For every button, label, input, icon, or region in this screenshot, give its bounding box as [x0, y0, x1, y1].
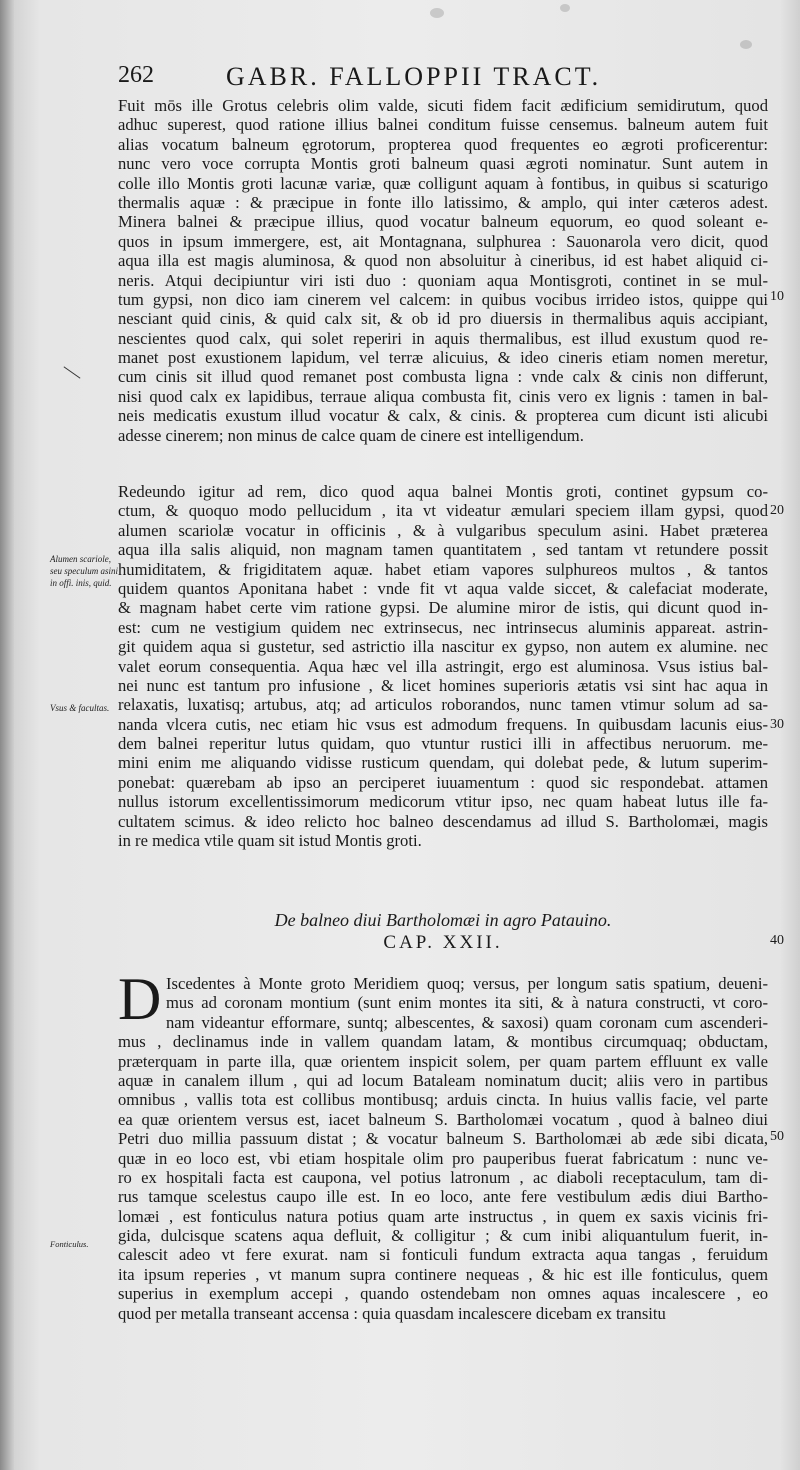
- text-line: alias vocatum balneum ęgrotorum, propterea quod frequentes eo ægroti proficerentur:: [118, 134, 768, 154]
- text-line: in re medica vtile quam sit istud Montis groti.: [118, 831, 422, 851]
- page-header: [118, 62, 678, 92]
- text-line: colle illo Montis groti lacunæ variæ, quæ colligunt aquam à fontibus, in quibus si scaturigo: [118, 173, 768, 193]
- text-line: est: cum ne vestigium quidem nec extrinsecus, nec intrinsecus aluminis appareat. astrin-: [118, 617, 768, 637]
- text-line: aqua illa salis aliquid, non magnam tamen quantitatem , sed tantam vt retundere possit: [118, 540, 768, 560]
- text-line: quod per metalla transeant accensa : quia quasdam incalescere dicebam ex transitu: [118, 1303, 666, 1323]
- text-line: ro ex hospitali facta est caupona, vel potius latronum , ac diaboli receptaculum, tam di-: [118, 1167, 768, 1187]
- text-line: dem balnei reperitur lutus quidam, quo vtuntur rustici illi in affectibus neruorum. me-: [118, 734, 768, 754]
- text-line: superius in exemplum accepi , quando ostendebam non omnes aquas incalescere , eo: [118, 1284, 768, 1304]
- text-line: mus ad coronam montium (sunt enim montes ita siti, & à natura constructi, vt coro-: [166, 993, 768, 1013]
- text-line: aquæ in canalem illum , qui ad locum Bataleam nominatum ducit; aliis vero in partibus: [118, 1070, 768, 1090]
- text-line: Petri duo millia passuum distat ; & vocatur balneum S. Bartholomæi ab æde sibi dicata,: [118, 1129, 768, 1149]
- line-number-50: 50: [770, 1129, 784, 1144]
- drop-cap: D: [118, 966, 162, 1032]
- text-line: lomæi , est fonticulus natura potius quam arte instructus , in quem ex saxis vicinis fri-: [118, 1206, 768, 1226]
- text-line: & magnam habet certe vim ratione gypsi. De alumine miror de istis, qui dicunt quod in-: [118, 598, 768, 618]
- text-line: ita ipsum reperies , vt manum supra continere nequeas , & hic est ille fonticulus, quem: [118, 1264, 768, 1284]
- text-line: nanda vlcera cutis, nec etiam hic vsus est admodum frequens. In quibusdam lacunis eius-: [118, 714, 768, 734]
- text-line: alumen scariolæ vocatur in officinis , & à vulgaribus speculum asini. Habet præterea: [118, 520, 768, 540]
- text-line: omnibus , vallis tota est collibus montibusq; arduis cincta. In huius vallis facie, vel parte: [118, 1090, 768, 1110]
- line-number-30: 30: [770, 717, 784, 732]
- text-line: neris. Atqui decipiuntur viri isti duo : quoniam aqua Montisgroti, continet in se mul-: [118, 270, 768, 290]
- text-line: neis medicatis exustum illud vocatur & calx, & cinis. & propterea cum dicunt isti alicubi: [118, 406, 768, 426]
- margin-mark: [64, 366, 81, 378]
- paragraph-3: [118, 966, 768, 1323]
- text-line: ponebat: quærebam ab ipso an perciperet iuuamentum : quod sic respondebat. attamen: [118, 772, 768, 792]
- text-line: nisi quod calx ex lapidibus, terraue aliqua combusta fit, cinis vero ex lignis : tamen in bal-: [118, 386, 768, 406]
- text-line: quos in ipsum immergere, est, ait Montagnana, sulphurea : Sauonarola vero dicit, quod: [118, 231, 768, 251]
- text-line: Fuit mōs ille Grotus celebris olim valde, sicuti fidem facit ædificium semidirutum, quod: [118, 96, 768, 115]
- page-gutter: [0, 0, 14, 1470]
- paragraph-1: [118, 96, 768, 445]
- text-line: gida, dulcisque scatens aqua defluit, & colligitur ; & cum inibi aliquantulum fuerit, in-: [118, 1226, 768, 1246]
- text-line: nam videantur efformare, suntq; albescentes, & saxosi) quam coronam cum ascenderi-: [166, 1012, 768, 1032]
- margin-note-alumen: Alumen scariole, seu speculum asini in offi. inis, quid.: [50, 554, 118, 588]
- text-line: ea quæ orientem versus est, iacet balneum S. Bartholomæi vocatum , quod à balneo diui: [118, 1109, 768, 1129]
- text-line: ctum, & quoquo modo pellucidum , ita vt videatur æmulari speciem illam gypsi, quod: [118, 501, 768, 521]
- text-line: quæ in eo loco est, vbi etiam hospitale olim pro pauperibus fuerat fabricatum : nunc ve-: [118, 1148, 768, 1168]
- text-line: mus , declinamus inde in vallem quandam latam, & montibus circumquaq; obductam,: [118, 1032, 768, 1052]
- text-line: relaxatis, luxatisq; artubus, atq; ad articulos roborandos, nunc tamen vtimur solum ad sa-: [118, 695, 768, 715]
- paragraph-2: [118, 482, 768, 850]
- text-line: thermalis aquæ : & præcipue in fonte illo latissimo, & amplo, qui inter cæteros adest.: [118, 192, 768, 212]
- text-line: git quidem aqua si gustetur, sed astrictio illa nascitur ex gypso, non autem ex alumine. nec: [118, 637, 768, 657]
- text-line: adesse cinerem; non minus de calce quam de cinere est intelligendum.: [118, 425, 584, 445]
- text-line: aqua illa est magis aluminosa, & quod non absoluitur à cineribus, id est habet aliquid ci-: [118, 251, 768, 271]
- paper-stain: [740, 40, 752, 49]
- text-line: rus tamque scelestus caupo ille est. In eo loco, ante fere vestibulum ædis diui Bartho-: [118, 1187, 768, 1207]
- text-line: adhuc superest, quod ratione illius balnei conditum fuisse censemus. balneum autem fuit: [118, 115, 768, 135]
- text-line: tum gypsi, non dico iam cinerem vel calcem: in quibus vocibus irrideo istos, quippe qui: [118, 289, 768, 309]
- page-number: 262: [118, 62, 154, 88]
- line-number-10: 10: [770, 289, 784, 304]
- running-title: GABR. FALLOPPII TRACT.: [226, 62, 602, 91]
- text-line: nei nunc est tantum pro infusione , & licet homines superioris ætatis vsi sint hac aqua in: [118, 675, 768, 695]
- margin-note-fonticulus: Fonticulus.: [50, 1239, 89, 1249]
- text-line: mini enim me aliquando vidisse rusticum quendam, qui dolebat pede, & lutum superim-: [118, 753, 768, 773]
- text-line: valet eorum consequentia. Aqua hæc vel illa astringit, ergo est aluminosa. Vsus istius bal-: [118, 656, 768, 676]
- text-line: præterquam in parte illa, quæ orientem inspicit solem, per quam partem effluunt ex valle: [118, 1051, 768, 1071]
- line-number-20: 20: [770, 503, 784, 518]
- text-line: nescientes quod calx, qui solet reperiri in aquis thermalibus, est illud exustum quod re-: [118, 328, 768, 348]
- text-line: nunc vero voce corrupta Montis groti balneum quasi ægroti nominatur. Sunt autem in: [118, 154, 768, 174]
- text-line: Minera balnei & præcipue illius, quod vocatur balneum equorum, eo quod soleant e-: [118, 212, 768, 232]
- text-line: quidem quantos Aponitana habet : vnde fit vt aqua valde siccet, & calefaciat moderate,: [118, 578, 768, 598]
- paper-stain: [430, 8, 444, 18]
- chapter-number: CAP. XXII.: [383, 932, 503, 953]
- paper-stain: [560, 4, 570, 12]
- text-line: Iscedentes à Monte groto Meridiem quoq; versus, per longum satis spatium, deueni-: [166, 974, 768, 993]
- text-line: calescit adeo vt fere exurat. nam si fonticuli fundum extracta aqua tangas , feruidum: [118, 1245, 768, 1265]
- margin-note-vsus: Vsus & facultas.: [50, 703, 110, 713]
- text-line: cum cinis sit illud quod remanet post combusta ligna : vnde calx & cinis non differunt,: [118, 367, 768, 387]
- text-line: Redeundo igitur ad rem, dico quod aqua balnei Montis groti, continet gypsum co-: [118, 482, 768, 501]
- text-line: nullus istorum excellentissimorum medicorum vtitur ipso, nec quam habeat lutus ille fa-: [118, 792, 768, 812]
- text-line: manet post exustionem lapidum, vel terræ alicuius, & ideo cineris etiam nomen meretur,: [118, 348, 768, 368]
- text-line: cultatem scimus. & ideo relicto hoc balneo descendamus ad illud S. Bartholomæi, magis: [118, 811, 768, 831]
- text-line: humiditatem, & frigiditatem aquæ. habet etiam vapores sulphureos multos , & tantos: [118, 559, 768, 579]
- line-number-40: 40: [770, 933, 784, 948]
- chapter-title: De balneo diui Bartholomæi in agro Patauino.: [274, 910, 612, 930]
- text-line: nesciant quid cinis, & quid calx sit, & ob id pro diuersis in thermalibus aquis accipiant,: [118, 309, 768, 329]
